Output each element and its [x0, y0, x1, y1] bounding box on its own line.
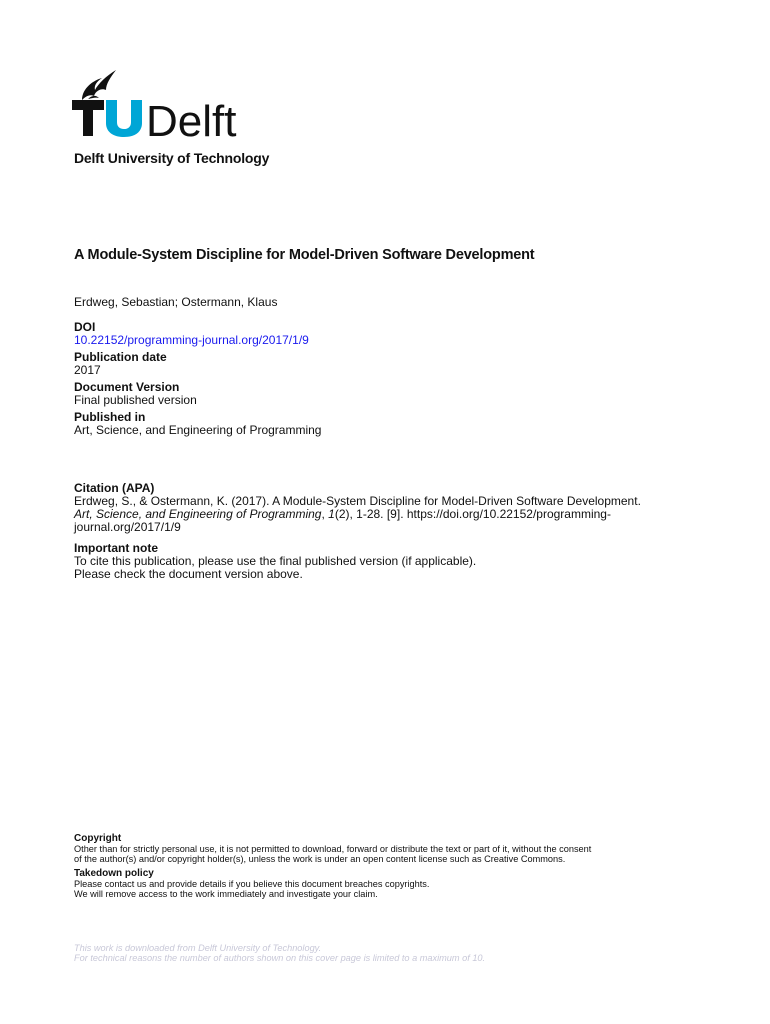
publication-title: A Module-System Discipline for Model-Driven Software Development [74, 247, 535, 263]
publication-date-label: Publication date [74, 350, 167, 364]
takedown-text [74, 879, 674, 899]
citation-label: Citation (APA) [74, 481, 155, 495]
doi-link[interactable]: 10.22152/programming-journal.org/2017/1/9 [74, 333, 309, 347]
document-version-value: Final published version [74, 393, 197, 407]
footer-line-2: For technical reasons the number of authors shown on this cover page is limited to a maximum of 10. [74, 953, 486, 963]
important-note-label: Important note [74, 541, 158, 555]
download-footer [74, 943, 485, 963]
citation-separator: , [321, 507, 329, 521]
document-version-label: Document Version [74, 380, 180, 394]
important-note-block [74, 542, 694, 581]
flame-icon [82, 70, 116, 100]
publication-date-value: 2017 [74, 363, 101, 377]
copyright-block [74, 833, 674, 903]
publication-metadata [74, 321, 714, 441]
takedown-label: Takedown policy [74, 868, 154, 879]
footer-line-1: This work is downloaded from Delft University of Technology. [74, 943, 322, 953]
logo-t-letter [72, 100, 104, 136]
logo-u-letter [106, 100, 142, 137]
important-note-line-1: To cite this publication, please use the final published version (if applicable). [74, 554, 477, 568]
institution-name: Delft University of Technology [74, 150, 270, 166]
tu-delft-logo-graphic [72, 66, 262, 140]
citation-journal: Art, Science, and Engineering of Programming [74, 507, 322, 521]
published-in-value: Art, Science, and Engineering of Programming [74, 423, 322, 437]
logo-delft-text: Delft [146, 97, 237, 140]
copyright-line-1: Other than for strictly personal use, it is not permitted to download, forward or distribute the text or part of it, without the consent [74, 844, 592, 854]
tu-delft-logo [72, 66, 262, 140]
doi-label: DOI [74, 320, 96, 334]
citation-volume: 1 [328, 507, 335, 521]
copyright-text [74, 844, 674, 864]
citation-line-3: journal.org/2017/1/9 [74, 520, 181, 534]
takedown-line-2: We will remove access to the work immediately and investigate your claim. [74, 889, 378, 899]
authors: Erdweg, Sebastian; Ostermann, Klaus [74, 295, 278, 309]
citation-line-1: Erdweg, S., & Ostermann, K. (2017). A Module-System Discipline for Model-Driven Software Development. [74, 494, 641, 508]
takedown-line-1: Please contact us and provide details if you believe this document breaches copyrights. [74, 879, 430, 889]
citation-rest: (2), 1-28. [9]. https://doi.org/10.22152/programming- [334, 507, 611, 521]
copyright-line-2: of the author(s) and/or copyright holder(s), unless the work is under an open content license such as Creative Commons. [74, 854, 566, 864]
citation-block [74, 482, 694, 534]
copyright-label: Copyright [74, 833, 122, 844]
published-in-label: Published in [74, 410, 146, 424]
important-note-line-2: Please check the document version above. [74, 567, 303, 581]
